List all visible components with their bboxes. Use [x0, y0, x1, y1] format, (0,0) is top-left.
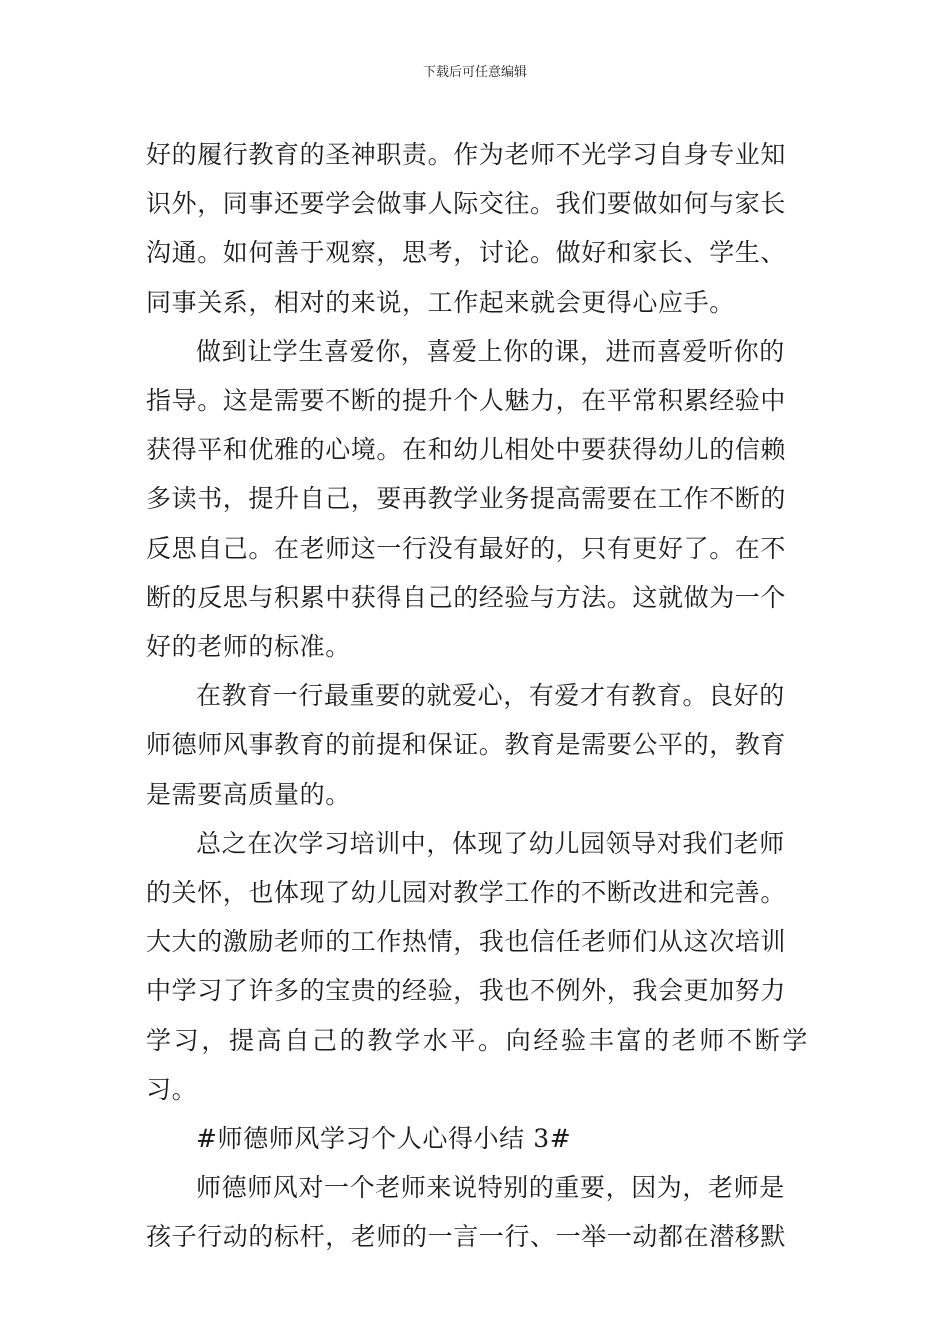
paragraph-line: 做到让学生喜爱你，喜爱上你的课，进而喜爱听你的 — [196, 336, 785, 366]
paragraph-line: 多读书，提升自己，要再教学业务提高需要在工作不断的 — [146, 484, 787, 514]
page-header: 下载后可任意编辑 — [422, 65, 527, 80]
paragraph-line: #师德师风学习个人心得小结 3# — [196, 1124, 572, 1154]
paragraph-line: 师德师风事教育的前提和保证。教育是需要公平的，教育 — [146, 730, 787, 760]
paragraph-line: 反思自己。在老师这一行没有最好的，只有更好了。在不 — [146, 533, 787, 563]
paragraph-line: 识外，同事还要学会做事人际交往。我们要做如何与家长 — [146, 189, 787, 219]
paragraph-line: 断的反思与积累中获得自己的经验与方法。这就做为一个 — [146, 582, 787, 612]
paragraph-line: 在教育一行最重要的就爱心，有爱才有教育。良好的 — [196, 681, 785, 711]
paragraph-line: 的关怀，也体现了幼儿园对教学工作的不断改进和完善。 — [146, 878, 787, 908]
paragraph-line: 中学习了许多的宝贵的经验，我也不例外，我会更加努力 — [146, 976, 787, 1006]
paragraph-line: 好的履行教育的圣神职责。作为老师不光学习自身专业知 — [146, 140, 787, 169]
paragraph-line: 是需要高质量的。 — [146, 779, 351, 809]
paragraph-line: 沟通。如何善于观察，思考，讨论。做好和家长、学生、 — [146, 238, 787, 268]
paragraph-line: 孩子行动的标杆，老师的一言一行、一举一动都在潜移默 — [146, 1222, 787, 1252]
paragraph-line: 好的老师的标准。 — [146, 632, 351, 662]
paragraph-line: 获得平和优雅的心境。在和幼儿相处中要获得幼儿的信赖 — [146, 435, 787, 465]
paragraph-line: 学习，提高自己的教学水平。向经验丰富的老师不断学习。 — [146, 1025, 808, 1104]
paragraph-line: 师德师风对一个老师来说特别的重要，因为，老师是 — [196, 1173, 785, 1203]
paragraph-line: 总之在次学习培训中，体现了幼儿园领导对我们老师 — [196, 828, 785, 858]
document-body — [146, 130, 808, 1262]
paragraph-line: 同事关系，相对的来说，工作起来就会更得心应手。 — [146, 287, 735, 317]
paragraph-line: 指导。这是需要不断的提升个人魅力，在平常积累经验中 — [146, 386, 787, 416]
paragraph-line: 大大的激励老师的工作热情，我也信任老师们从这次培训 — [146, 927, 787, 957]
